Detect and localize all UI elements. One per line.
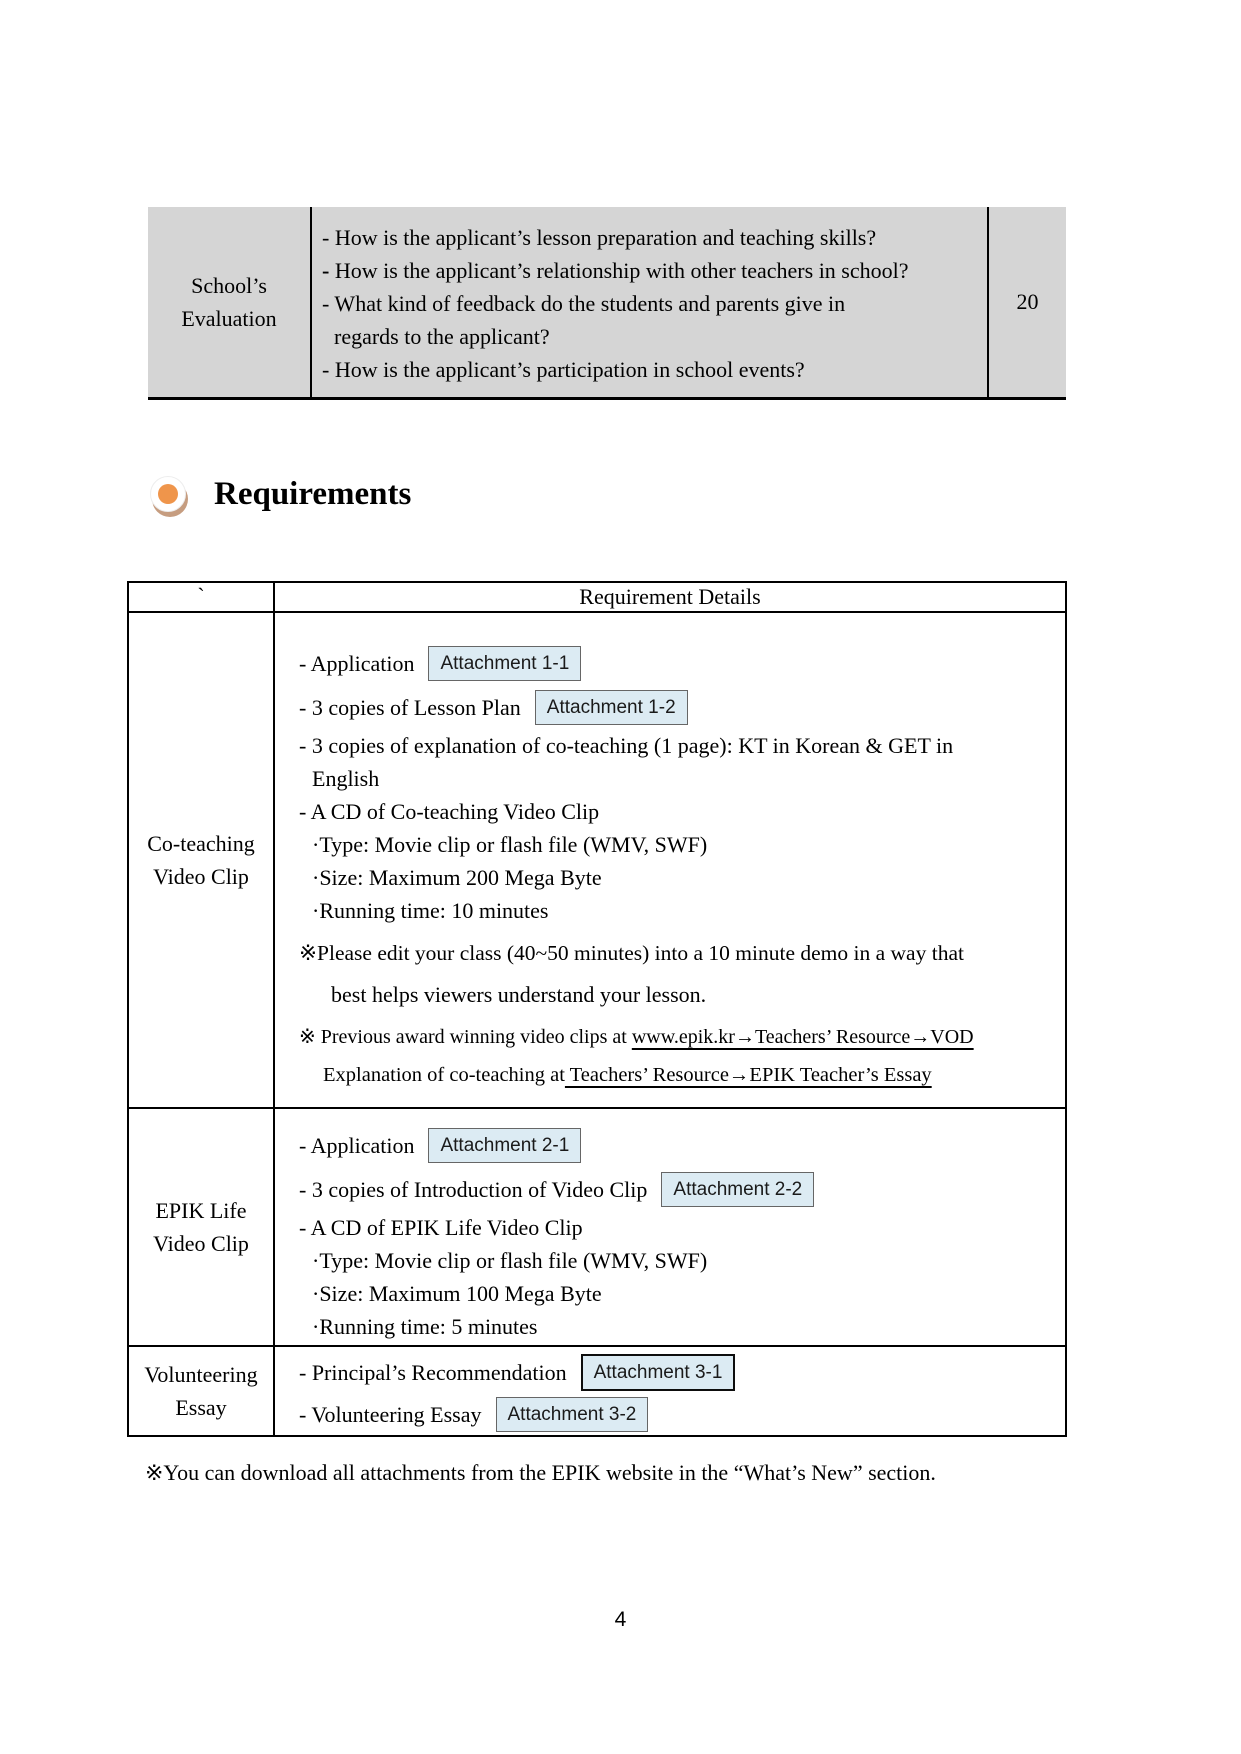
attachments-download-note: ※You can download all attachments from the EPIK website in the “What’s New” section. [145,1460,936,1485]
epik-life-video-clip-row [129,1109,1065,1347]
explanation-note-text: Explanation of co-teaching at [323,1064,565,1086]
requirement-details-header: Requirement Details [579,584,761,609]
type-line: ·Type: Movie clip or flash file (WMV, SWF) [312,1248,708,1274]
running-time-line: ·Running time: 5 minutes [312,1314,538,1340]
application-line [299,641,1065,685]
application-text: - Application [299,1132,415,1158]
co-teaching-details-cell [275,613,1065,1107]
evaluation-question: - What kind of feedback do the students and parents give in [322,291,846,316]
page-number: 4 [614,1608,627,1631]
epik-life-details-cell [275,1109,1065,1345]
section-title: Requirements [214,476,412,512]
evaluation-question: - How is the applicant’s participation in school events? [322,357,805,382]
volunteering-details-cell [275,1347,1065,1435]
edit-note-line2: best helps viewers understand your lesson. [331,982,707,1007]
co-teaching-label-cell [129,613,275,1107]
explanation-line2: English [312,766,380,791]
attachment-3-2-chip[interactable]: Attachment 3-2 [496,1397,649,1432]
requirements-table-corner-cell: ` [129,583,275,611]
evaluation-score: 20 [1016,289,1039,314]
attachment-2-2-chip[interactable]: Attachment 2-2 [661,1172,814,1207]
previous-winners-note-text: ※ Previous award winning video clips at [299,1026,632,1048]
epik-life-label-line2: Video Clip [153,1231,249,1257]
explanation-line1: - 3 copies of explanation of co-teaching (1 page): KT in Korean & GET in [299,733,954,758]
co-teaching-video-clip-row [129,613,1065,1109]
attachment-1-1-chip[interactable]: Attachment 1-1 [428,646,581,681]
evaluation-question-continuation: regards to the applicant? [334,324,550,349]
introduction-text: - 3 copies of Introduction of Video Clip [299,1176,648,1202]
requirements-table-header-row [129,583,1065,613]
volunteering-label-line2: Essay [175,1395,227,1420]
schools-evaluation-table [148,207,1066,400]
application-line [299,1123,1065,1167]
running-time-line: ·Running time: 10 minutes [312,898,549,923]
epik-life-label-line1: EPIK Life [155,1198,247,1224]
explanation-note-line [299,1059,1065,1094]
evaluation-question: - How is the applicant’s relationship with other teachers in school? [322,258,909,283]
evaluation-score-cell [989,207,1066,397]
vod-link[interactable]: www.epik.kr→Teachers’ Resource→VOD [631,1026,974,1048]
previous-winners-note-line [299,1021,1065,1054]
type-line: ·Type: Movie clip or flash file (WMV, SWF) [312,832,708,857]
volunteering-label-line1: Volunteering [144,1362,258,1387]
application-text: - Application [299,650,415,676]
edit-note-line1: ※Please edit your class (40~50 minutes) into a 10 minute demo in a way that [299,941,964,965]
recommendation-text: - Principal’s Recommendation [299,1359,567,1385]
size-line: ·Size: Maximum 100 Mega Byte [312,1281,602,1307]
lesson-plan-text: - 3 copies of Lesson Plan [299,694,521,720]
schools-evaluation-label-line1: School’s [191,273,267,298]
schools-evaluation-label-cell [148,207,312,397]
orange-sphere-bullet-icon [150,476,186,512]
schools-evaluation-label-line2: Evaluation [181,306,277,331]
attachment-3-1-chip[interactable]: Attachment 3-1 [581,1354,736,1391]
size-line: ·Size: Maximum 200 Mega Byte [312,865,602,890]
cd-line: - A CD of Co-teaching Video Clip [299,799,600,824]
volunteering-label-cell [129,1347,275,1435]
requirements-table [127,581,1067,1437]
lesson-plan-line [299,685,1065,729]
epik-life-label-cell [129,1109,275,1345]
volunteering-essay-line [299,1393,1065,1435]
volunteering-essay-row [129,1347,1065,1435]
teachers-essay-link[interactable]: Teachers’ Resource→EPIK Teacher’s Essay [564,1064,932,1086]
attachment-1-2-chip[interactable]: Attachment 1-2 [535,690,688,725]
recommendation-line [299,1351,1065,1393]
volunteering-essay-text: - Volunteering Essay [299,1401,482,1427]
evaluation-questions-cell [312,207,989,397]
attachment-2-1-chip[interactable]: Attachment 2-1 [428,1128,581,1163]
co-teaching-label-line1: Co-teaching [147,831,255,857]
evaluation-question: - How is the applicant’s lesson preparation and teaching skills? [322,225,877,250]
requirements-heading [150,476,411,512]
co-teaching-label-line2: Video Clip [153,864,249,890]
introduction-line [299,1167,1065,1211]
cd-line: - A CD of EPIK Life Video Clip [299,1215,583,1241]
